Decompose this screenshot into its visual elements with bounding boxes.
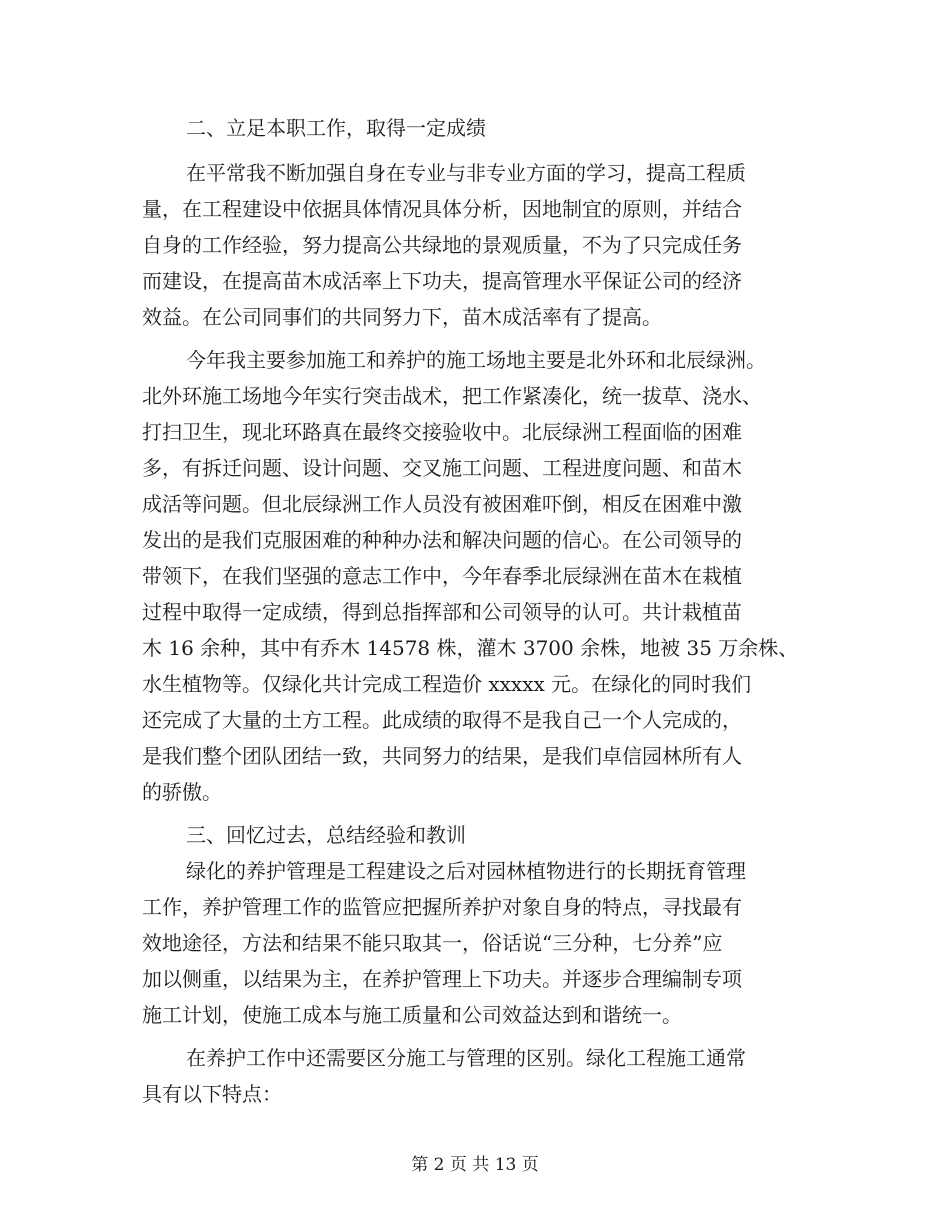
text-line: 还完成了大量的土方工程。此成绩的取得不是我自己一个人完成的， <box>142 708 742 732</box>
text-line: 发出的是我们克服困难的种种办法和解决问题的信心。在公司领导的 <box>142 528 742 552</box>
text-line: 今年我主要参加施工和养护的施工场地主要是北外环和北辰绿洲。 <box>186 348 766 372</box>
text-line: 过程中取得一定成绩，得到总指挥部和公司领导的认可。共计栽植苗 <box>142 600 742 624</box>
text-line: 加以侧重，以结果为主，在养护管理上下功夫。并逐步合理编制专项 <box>142 967 742 991</box>
text-line: 北外环施工场地今年实行突击战术，把工作紧凑化，统一拔草、浇水、 <box>142 384 762 408</box>
text-line: 工作，养护管理工作的监管应把握所养护对象自身的特点，寻找最有 <box>142 895 742 919</box>
text-line: 带领下，在我们坚强的意志工作中，今年春季北辰绿洲在苗木在栽植 <box>142 564 742 588</box>
text-line: 成活等问题。但北辰绿洲工作人员没有被困难吓倒，相反在困难中激 <box>142 492 742 516</box>
text-line: 二、立足本职工作，取得一定成绩 <box>186 116 486 140</box>
text-line: 绿化的养护管理是工程建设之后对园林植物进行的长期抚育管理 <box>186 859 746 883</box>
text-line: 量，在工程建设中依据具体情况具体分析，因地制宜的原则，并结合 <box>142 197 742 221</box>
text-line: 施工计划，使施工成本与施工质量和公司效益达到和谐统一。 <box>142 1003 682 1027</box>
text-line: 在平常我不断加强自身在专业与非专业方面的学习，提高工程质 <box>186 161 746 185</box>
text-line: 打扫卫生，现北环路真在最终交接验收中。北辰绿洲工程面临的困难 <box>142 420 742 444</box>
text-line: 自身的工作经验，努力提高公共绿地的景观质量，不为了只完成任务 <box>142 233 742 257</box>
text-line: 而建设，在提高苗木成活率上下功夫，提高管理水平保证公司的经济 <box>142 269 742 293</box>
page-footer: 第 2 页 共 13 页 <box>411 1155 539 1175</box>
text-line: 具有以下特点： <box>142 1082 282 1106</box>
text-line: 是我们整个团队团结一致，共同努力的结果，是我们卓信园林所有人 <box>142 744 742 768</box>
text-line: 水生植物等。仅绿化共计完成工程造价 xxxxx 元。在绿化的同时我们 <box>142 672 752 696</box>
text-line: 三、回忆过去，总结经验和教训 <box>186 823 466 847</box>
text-line: 效地途径，方法和结果不能只取其一，俗话说“三分种，七分养”应 <box>142 931 723 955</box>
text-line: 在养护工作中还需要区分施工与管理的区别。绿化工程施工通常 <box>186 1046 746 1070</box>
text-line: 多，有拆迁问题、设计问题、交叉施工问题、工程进度问题、和苗木 <box>142 456 742 480</box>
text-line: 的骄傲。 <box>142 780 222 804</box>
text-line: 木 16 余种，其中有乔木 14578 株，灌木 3700 余株，地被 35 万余株、 <box>142 636 799 660</box>
text-line: 效益。在公司同事们的共同努力下，苗木成活率有了提高。 <box>142 305 662 329</box>
